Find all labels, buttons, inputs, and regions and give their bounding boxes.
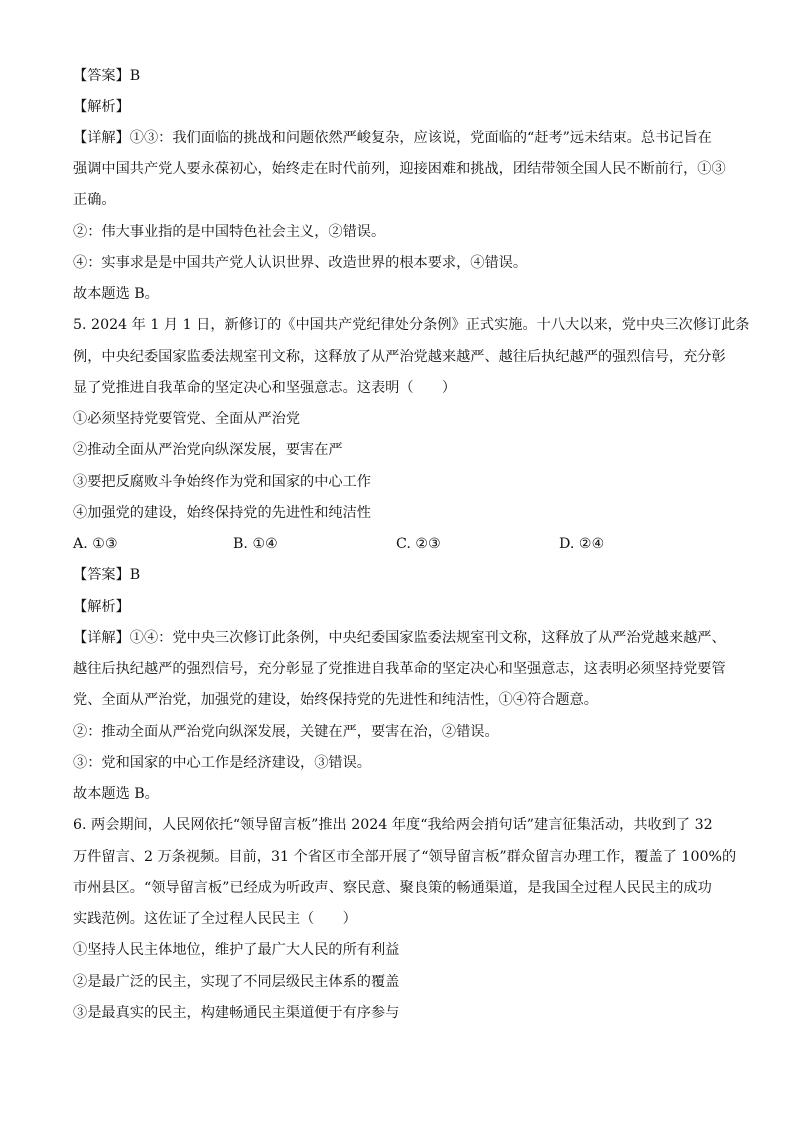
q5-detail-line-3: 党、全面从严治党，加强党的建设，始终保持党的先进性和纯洁性，①④符合题意。	[73, 692, 598, 708]
q4-analysis-heading: 【解析】	[73, 99, 130, 115]
q6-statement-1: ①坚持人民主体地位，维护了最广大人民的所有利益	[73, 942, 400, 958]
q5-statement-4: ④加强党的建设，始终保持党的先进性和纯洁性	[73, 505, 371, 521]
q5-conclusion: 故本题选 B。	[73, 786, 159, 802]
q6-statement-2: ②是最广泛的民主，实现了不同层级民主体系的覆盖	[73, 974, 400, 990]
q4-answer: 【答案】B	[73, 68, 141, 84]
q5-analysis-heading: 【解析】	[73, 599, 130, 615]
q5-detail-line-2: 越往后执纪越严的强烈信号，充分彰显了党推进自我革命的坚定决心和坚强意志，这表明必须坚持党要管	[73, 661, 726, 677]
q5-stem-line-1: 5. 2024 年 1 月 1 日，新修订的《中国共产党纪律处分条例》正式实施。十八大以来，党中央三次修订此条	[73, 317, 750, 333]
q5-option-b: B. ①④	[233, 536, 278, 552]
q5-item-3: ③：党和国家的中心工作是经济建设，③错误。	[73, 755, 371, 771]
q6-statement-3: ③是最真实的民主，构建畅通民主渠道便于有序参与	[73, 1005, 400, 1021]
q5-option-c: C. ②③	[396, 536, 441, 552]
q4-detail-line-2: 强调中国共产党人要永葆初心，始终走在时代前列，迎接困难和挑战，团结带领全国人民不断前行，①③	[73, 161, 726, 177]
q5-option-d: D. ②④	[559, 536, 605, 552]
q4-detail-line-3: 正确。	[73, 192, 116, 208]
q4-item-2: ②：伟大事业指的是中国特色社会主义，②错误。	[73, 224, 386, 240]
q5-stem-line-2: 例，中央纪委国家监委法规室刊文称，这释放了从严治党越来越严、越往后执纪越严的强烈信号，充分彰	[73, 349, 726, 365]
q5-answer: 【答案】B	[73, 567, 141, 583]
q5-stem-line-3: 显了党推进自我革命的坚定决心和坚强意志。这表明（ ）	[73, 380, 457, 396]
q4-item-4: ④：实事求是是中国共产党人认识世界、改造世界的根本要求，④错误。	[73, 255, 528, 271]
q6-stem-line-3: 市州县区。“领导留言板”已经成为听政声、察民意、聚良策的畅通渠道，是我国全过程人民民主的成功	[73, 880, 712, 896]
q5-option-a: A. ①③	[73, 536, 118, 552]
q5-detail-line-1: 【详解】①④：党中央三次修订此条例，中央纪委国家监委法规室刊文称，这释放了从严治党越来越严、	[73, 630, 726, 646]
q5-item-2: ②：推动全面从严治党向纵深发展，关键在严，要害在治，②错误。	[73, 724, 499, 740]
q4-conclusion: 故本题选 B。	[73, 286, 159, 302]
q5-statement-1: ①必须坚持党要管党、全面从严治党	[73, 411, 301, 427]
q5-statement-2: ②推动全面从严治党向纵深发展，要害在严	[73, 442, 343, 458]
q5-statement-3: ③要把反腐败斗争始终作为党和国家的中心工作	[73, 474, 371, 490]
q6-stem-line-1: 6. 两会期间，人民网依托“领导留言板”推出 2024 年度“我给两会捎句话”建言征集活动，共收到了 32	[73, 817, 713, 833]
q6-stem-line-4: 实践范例。这佐证了全过程人民民主（ ）	[73, 911, 357, 927]
q6-stem-line-2: 万件留言、2 万条视频。目前，31 个省区市全部开展了“领导留言板”群众留言办理工作，覆盖了 100%的	[73, 849, 737, 865]
q5-options	[73, 534, 733, 554]
q4-detail-line-1: 【详解】①③：我们面临的挑战和问题依然严峻复杂，应该说，党面临的“赶考”远未结束。总书记旨在	[73, 130, 712, 146]
